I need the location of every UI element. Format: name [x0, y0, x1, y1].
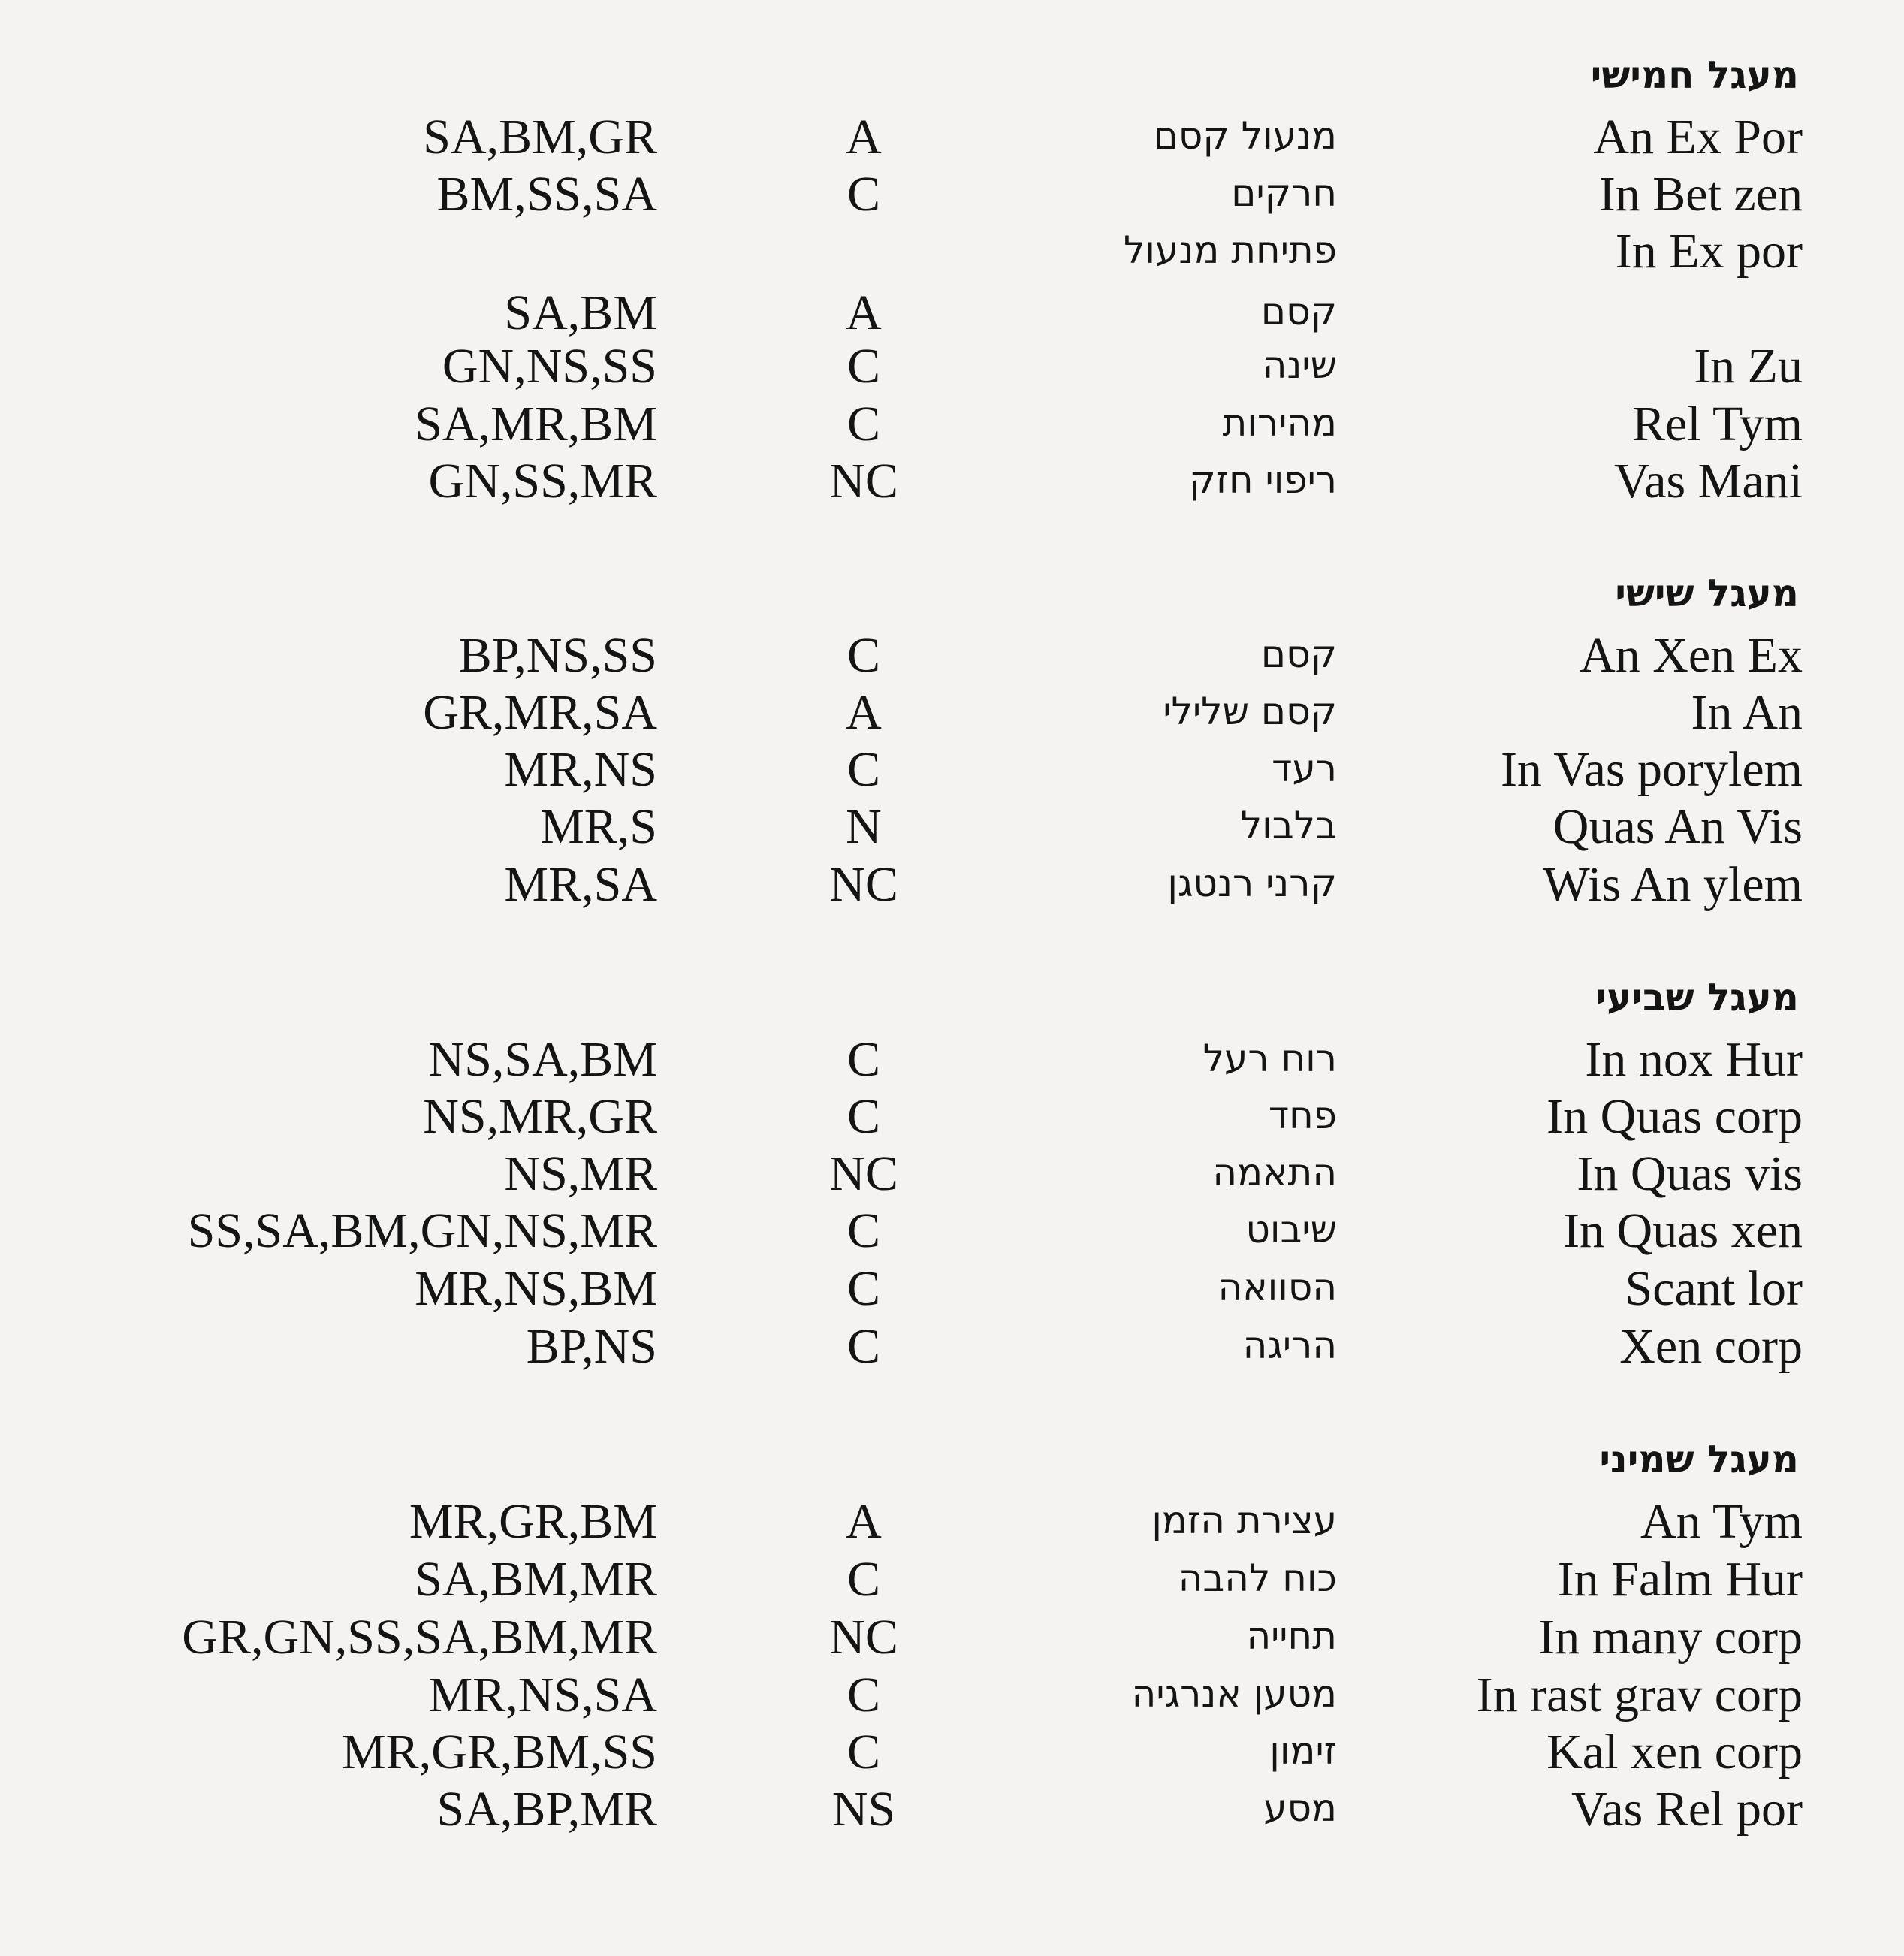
spell-type: N	[846, 799, 882, 854]
spell-hebrew-name: תחייה	[1246, 1614, 1337, 1658]
section-heading: מעגל שמיני	[1599, 1438, 1799, 1481]
spell-type: A	[846, 1494, 882, 1549]
spell-classes: NS,MR	[504, 1146, 657, 1201]
spell-words: In Quas xen	[1563, 1203, 1803, 1258]
table-row	[0, 397, 1904, 457]
spell-type: C	[846, 742, 881, 797]
spell-type: C	[846, 339, 881, 394]
spell-type: A	[846, 110, 882, 165]
spell-hebrew-name: כוח להבה	[1178, 1556, 1337, 1600]
spell-hebrew-name: חרקים	[1231, 171, 1337, 215]
spell-words: Vas Mani	[1613, 454, 1803, 509]
spell-hebrew-name: מהירות	[1222, 401, 1337, 445]
spell-hebrew-name: שיבוט	[1245, 1208, 1337, 1251]
spell-words: Quas An Vis	[1552, 799, 1803, 854]
spell-words: Vas Rel por	[1571, 1782, 1803, 1837]
spell-words: In An	[1691, 685, 1803, 740]
spell-words: In many corp	[1538, 1610, 1803, 1665]
spell-type: C	[846, 1668, 881, 1722]
table-row	[0, 1089, 1904, 1149]
spell-hebrew-name: התאמה	[1212, 1151, 1337, 1194]
table-row	[0, 1725, 1904, 1785]
spell-classes: SA,MR,BM	[415, 397, 657, 451]
table-row	[0, 1203, 1904, 1263]
spell-hebrew-name: בלבול	[1240, 804, 1337, 847]
spell-classes: MR,S	[540, 799, 657, 854]
spell-hebrew-name: ריפוי חזק	[1189, 458, 1337, 502]
spell-words: Xen corp	[1619, 1319, 1803, 1374]
spell-classes: BP,NS	[526, 1319, 657, 1374]
table-row	[0, 1494, 1904, 1554]
spell-classes: MR,GR,BM,SS	[341, 1725, 657, 1779]
table-row	[0, 1782, 1904, 1842]
spell-classes: GN,NS,SS	[442, 339, 657, 394]
spell-hebrew-name: רעד	[1272, 747, 1337, 790]
spell-classes: GR,GN,SS,SA,BM,MR	[182, 1610, 657, 1665]
spell-type: NC	[829, 1146, 898, 1201]
spell-words: An Ex Por	[1593, 110, 1803, 165]
spell-words: In Bet zen	[1598, 167, 1803, 222]
spell-words: Kal xen corp	[1546, 1725, 1803, 1779]
spell-words: An Tym	[1640, 1494, 1803, 1549]
table-row	[0, 1610, 1904, 1670]
spell-type: C	[846, 1261, 881, 1316]
spell-type: NC	[829, 1610, 898, 1665]
spell-type: C	[846, 1725, 881, 1779]
spell-classes: MR,GR,BM	[409, 1494, 657, 1549]
spell-type: C	[846, 1089, 881, 1144]
spell-hebrew-name: פתיחת מנעול	[1123, 228, 1337, 272]
spell-hebrew-name: פחד	[1268, 1094, 1337, 1137]
spell-hebrew-name: זימון	[1269, 1729, 1337, 1773]
spell-type: C	[846, 397, 881, 451]
spell-classes: SS,SA,BM,GN,NS,MR	[187, 1203, 657, 1258]
spell-classes: MR,NS,SA	[428, 1668, 657, 1722]
table-row	[0, 1319, 1904, 1379]
spell-words: In Quas vis	[1577, 1146, 1803, 1201]
section-heading: מעגל שישי	[1615, 572, 1799, 615]
spell-hebrew-name: הסוואה	[1218, 1266, 1337, 1309]
spell-classes: NS,MR,GR	[423, 1089, 657, 1144]
spell-type: C	[846, 628, 881, 683]
table-row	[0, 1552, 1904, 1612]
spell-type: C	[846, 1552, 881, 1607]
spell-words: Rel Tym	[1631, 397, 1803, 451]
spell-words: Scant lor	[1625, 1261, 1803, 1316]
spell-classes: SA,BM,MR	[415, 1552, 657, 1607]
table-row	[0, 110, 1904, 170]
spell-hebrew-name: קסם	[1260, 632, 1337, 676]
spell-type: C	[846, 1319, 881, 1374]
spell-type: C	[846, 167, 881, 222]
spell-classes: MR,SA	[504, 857, 657, 912]
table-row	[0, 857, 1904, 917]
table-row	[0, 454, 1904, 514]
table-row	[0, 1261, 1904, 1321]
spell-hebrew-name: הריגה	[1242, 1324, 1337, 1367]
spell-classes: GR,MR,SA	[423, 685, 657, 740]
spell-hebrew-name: קסם	[1260, 290, 1337, 334]
spell-hebrew-name: עצירת הזמן	[1151, 1499, 1337, 1542]
table-row	[0, 224, 1904, 284]
spell-words: In Quas corp	[1546, 1089, 1803, 1144]
table-row	[0, 1668, 1904, 1728]
spell-words: An Xen Ex	[1580, 628, 1803, 683]
table-row	[0, 742, 1904, 802]
spell-classes: BP,NS,SS	[458, 628, 657, 683]
spell-type: NS	[831, 1782, 896, 1837]
spell-type: A	[846, 685, 882, 740]
spell-classes: SA,BP,MR	[436, 1782, 657, 1837]
spell-type: A	[846, 285, 882, 340]
table-row	[0, 339, 1904, 399]
table-row	[0, 628, 1904, 688]
spell-words: In Vas porylem	[1500, 742, 1803, 797]
spell-hebrew-name: שינה	[1262, 343, 1337, 387]
spell-hebrew-name: מטען אנרגיה	[1131, 1672, 1337, 1716]
section-heading: מעגל שביעי	[1595, 976, 1799, 1019]
spell-words: In nox Hur	[1585, 1032, 1803, 1087]
spell-classes: SA,BM,GR	[423, 110, 657, 165]
table-row	[0, 167, 1904, 227]
spell-hebrew-name: מנעול קסם	[1153, 114, 1337, 158]
spell-hebrew-name: קרני רנטגן	[1167, 862, 1337, 905]
spell-classes: MR,NS	[504, 742, 657, 797]
table-row	[0, 685, 1904, 745]
spell-hebrew-name: רוח רעל	[1202, 1037, 1337, 1080]
spell-classes: MR,NS,BM	[415, 1261, 657, 1316]
spell-type: C	[846, 1203, 881, 1258]
spell-words: In rast grav corp	[1476, 1668, 1803, 1722]
spell-classes: NS,SA,BM	[428, 1032, 657, 1087]
spell-classes: GN,SS,MR	[428, 454, 657, 509]
section-heading: מעגל חמישי	[1590, 53, 1799, 97]
spell-type: NC	[829, 857, 898, 912]
table-row	[0, 1032, 1904, 1092]
spell-classes: SA,BM	[504, 285, 657, 340]
table-row	[0, 1146, 1904, 1206]
spell-classes: BM,SS,SA	[436, 167, 657, 222]
spell-hebrew-name: קסם שלילי	[1163, 690, 1337, 733]
spell-words: In Ex por	[1615, 224, 1803, 279]
spell-words: In Falm Hur	[1557, 1552, 1803, 1607]
spell-words: In Zu	[1694, 339, 1803, 394]
table-row	[0, 799, 1904, 859]
table-row	[0, 285, 1904, 346]
spell-type: NC	[829, 454, 898, 509]
spell-words: Wis An ylem	[1543, 857, 1803, 912]
spell-type: C	[846, 1032, 881, 1087]
spell-hebrew-name: מסע	[1263, 1786, 1337, 1830]
